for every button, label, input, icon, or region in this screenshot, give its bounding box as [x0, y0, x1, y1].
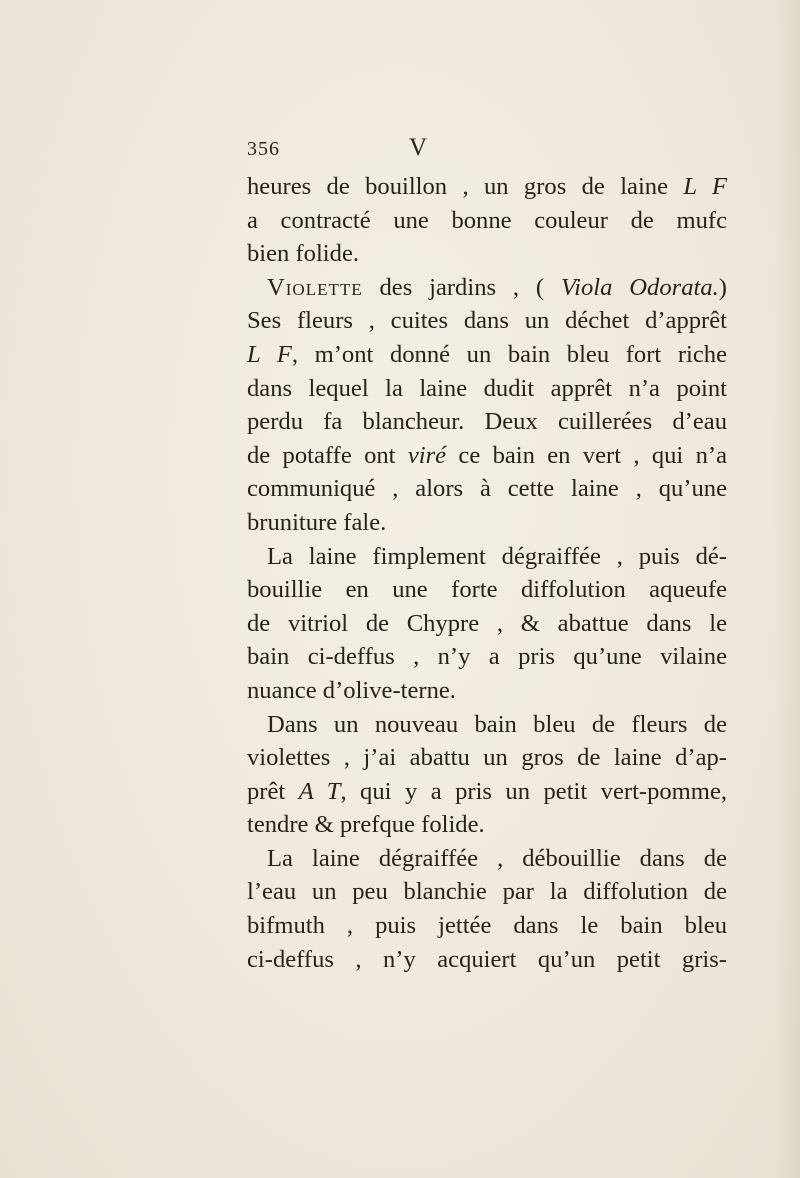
- text-segment: bruniture fale.: [247, 508, 387, 536]
- text-segment: violettes , j’ai abattu un gros de laine d’ap-: [247, 744, 727, 772]
- text-line: [247, 842, 727, 876]
- text-segment: l’eau un peu blanchie par la diffolution de: [247, 878, 727, 906]
- page-number: 356: [247, 138, 280, 160]
- italic-text: L F: [247, 340, 292, 368]
- text-line: [247, 304, 727, 338]
- running-head: V: [409, 134, 428, 161]
- italic-text: Viola Odorata.: [560, 273, 719, 301]
- text-segment: de vitriol de Chypre , & abattue dans le: [247, 609, 727, 637]
- text-line: [247, 204, 727, 238]
- text-line: [247, 573, 727, 607]
- text-line: [247, 540, 727, 574]
- italic-text: viré: [407, 441, 447, 469]
- text-line: [247, 708, 727, 742]
- text-line: [247, 271, 727, 305]
- text-line: [247, 741, 727, 775]
- text-segment: communiqué , alors à cette laine , qu’une: [247, 475, 727, 503]
- text-line: [247, 405, 727, 439]
- text-line: [247, 909, 727, 943]
- text-segment: bien folide.: [247, 240, 360, 268]
- text-segment: La laine dégraiffée , débouillie dans de: [267, 844, 727, 872]
- text-segment: dans lequel la laine dudit apprêt n’a point: [247, 374, 727, 402]
- text-segment: bouillie en une forte diffolution aqueufe: [247, 576, 727, 604]
- text-segment: ce bain en vert , qui n’a: [446, 441, 727, 469]
- text-line: [247, 674, 727, 708]
- body-text: [247, 170, 727, 976]
- text-line: [247, 875, 727, 909]
- text-line: [247, 170, 727, 204]
- text-segment: prêt: [247, 777, 299, 805]
- text-line: [247, 506, 727, 540]
- text-segment: bain ci-deffus , n’y a pris qu’une vilaine: [247, 643, 727, 671]
- text-segment: ): [718, 273, 727, 301]
- text-line: [247, 372, 727, 406]
- text-line: [247, 607, 727, 641]
- text-line: [247, 775, 727, 809]
- text-segment: , qui y a pris un petit vert-pomme,: [340, 777, 728, 805]
- text-line: [247, 338, 727, 372]
- text-line: [247, 808, 727, 842]
- page-header: [247, 134, 727, 168]
- text-segment: perdu fa blancheur. Deux cuillerées d’eau: [247, 408, 727, 436]
- text-segment: heures de bouillon , un gros de laine: [247, 173, 684, 200]
- text-segment: Dans un nouveau bain bleu de fleurs de: [267, 710, 727, 738]
- text-segment: Ses fleurs , cuites dans un déchet d’apprêt: [247, 307, 727, 335]
- text-line: [247, 237, 727, 271]
- text-segment: a contracté une bonne couleur de mufc: [247, 206, 727, 234]
- text-segment: bifmuth , puis jettée dans le bain bleu: [247, 912, 727, 940]
- text-segment: des jardins , (: [362, 273, 561, 301]
- text-segment: ci-deffus , n’y acquiert qu’un petit gris-: [247, 945, 727, 973]
- text-line: [247, 640, 727, 674]
- italic-text: A T: [298, 777, 341, 805]
- text-segment: La laine fimplement dégraiffée , puis dé-: [267, 542, 727, 570]
- text-segment: nuance d’olive-terne.: [247, 676, 456, 704]
- text-segment: tendre & prefque folide.: [247, 811, 485, 839]
- text-segment: , m’ont donné un bain bleu fort riche: [291, 340, 727, 368]
- text-segment: de potaffe ont: [247, 441, 408, 469]
- small-caps-heading: Violette: [267, 273, 363, 301]
- page-edge-shadow: [774, 0, 800, 1178]
- text-line: [247, 439, 727, 473]
- text-line: [247, 943, 727, 977]
- italic-text: L F: [683, 173, 727, 200]
- text-line: [247, 472, 727, 506]
